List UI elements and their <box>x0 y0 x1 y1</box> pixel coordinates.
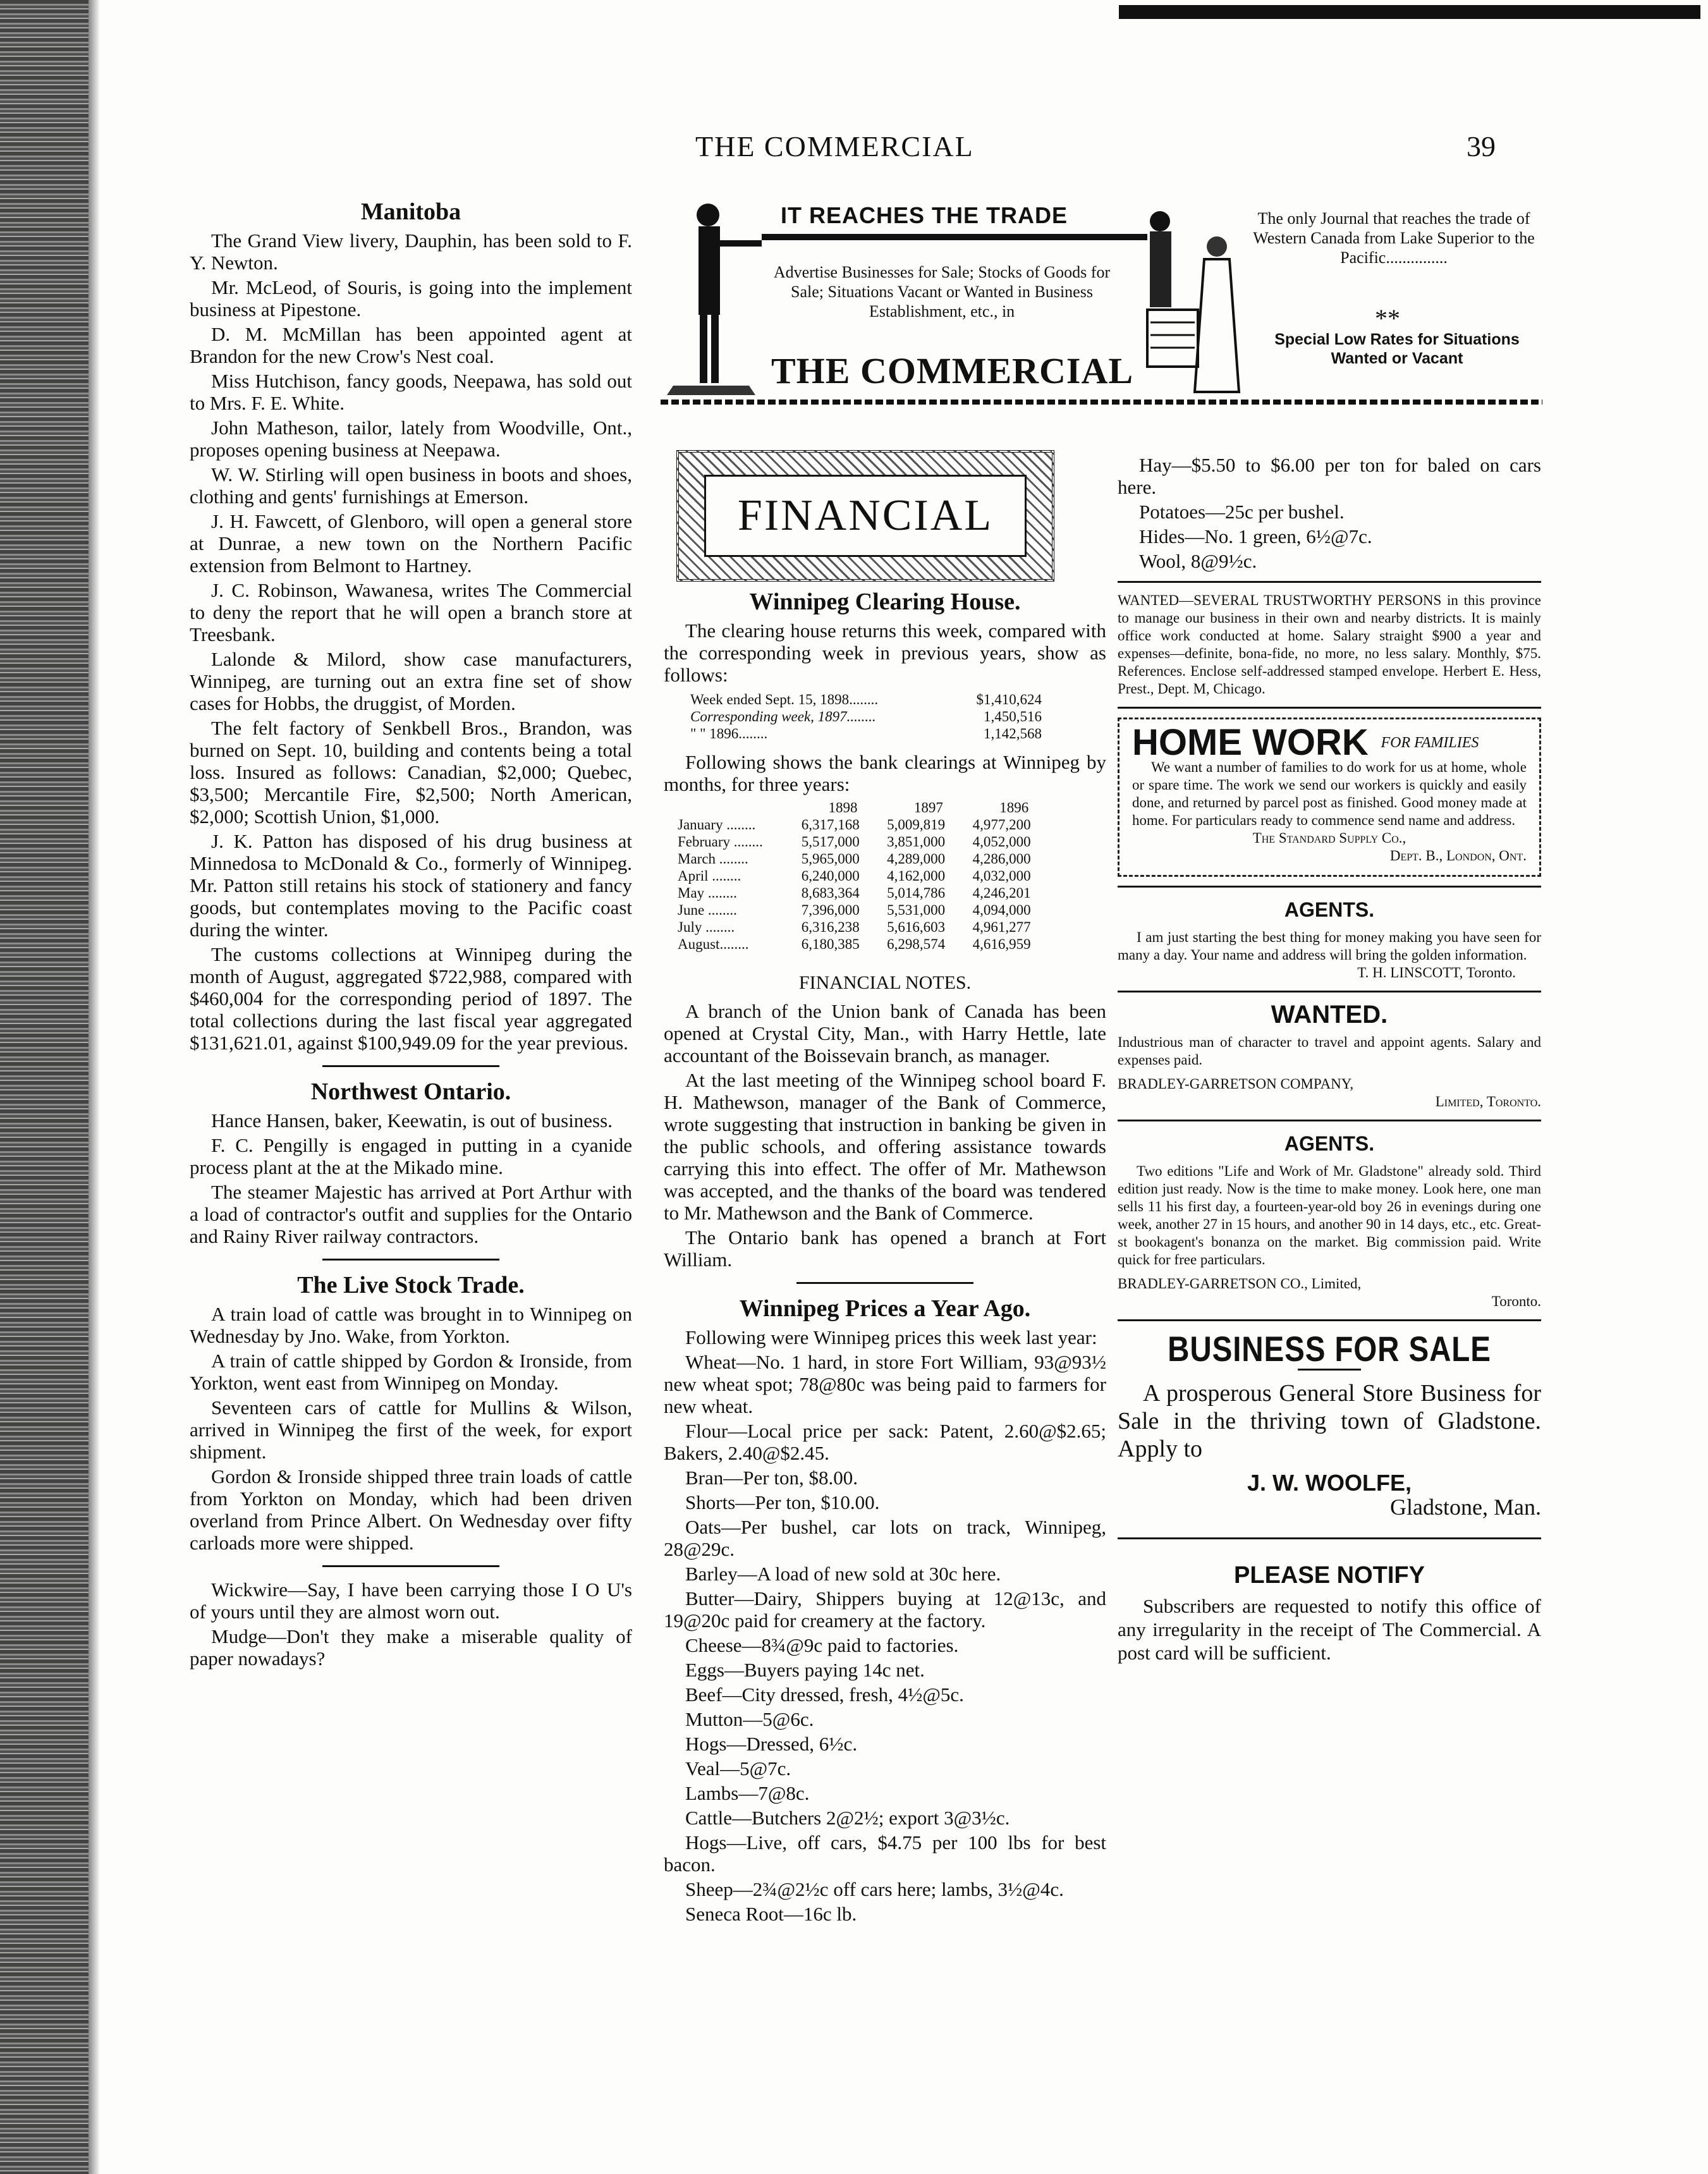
top-rule <box>1119 5 1700 19</box>
table-cell: 5,616,603 <box>887 919 946 935</box>
banner-headline: IT REACHES THE TRADE <box>781 202 1068 228</box>
wanted-heading: WANTED. <box>1271 1001 1388 1029</box>
bank-clearings-intro: Following shows the bank clearings at Winnipeg by months, for three years: <box>664 751 1106 795</box>
news-item: Gordon & Ironside shipped three train loads of cattle from Yorkton on Monday, which had been driven overland from Prince Albert. On Wednesday over fifty carloads more were shipped. <box>190 1465 632 1554</box>
section-livestock-heading: The Live Stock Trade. <box>297 1272 525 1298</box>
business-for-sale-place: Gladstone, Man. <box>1390 1494 1541 1520</box>
table-row <box>689 708 1043 725</box>
business-for-sale-heading: BUSINESS FOR SALE <box>1168 1329 1491 1369</box>
divider <box>1118 1120 1541 1121</box>
news-item: The steamer Majestic has arrived at Port Arthur with a load of contractor's outfit and supplies for the Ontario and Rainy River railway contractors. <box>190 1181 632 1247</box>
table-row <box>676 833 1057 850</box>
price-item: Beef—City dressed, fresh, 4½@5c. <box>685 1683 964 1706</box>
price-item: Seneca Root—16c lb. <box>685 1903 857 1925</box>
table-cell: 4,094,000 <box>972 902 1031 918</box>
home-work-ad <box>1118 718 1541 877</box>
agents2-sign: BRADLEY-GARRETSON CO., Limited, <box>1118 1276 1362 1292</box>
home-work-subtitle: FOR FAMILIES <box>1381 734 1479 751</box>
banner-text: Advertise Businesses for Sale; Stocks of Goods for Sale; Situations Vacant or Wanted in Business Establishment, etc., in <box>773 263 1111 321</box>
wanted-sign-city: Limited, Toronto. <box>1435 1094 1541 1110</box>
banner-bar <box>762 234 1147 240</box>
wanted-persons-ad: WANTED—SEVERAL TRUSTWORTHY PERSONS in this province to manage our business in their own and nearby districts. It is mainly office work conducted at home. Salary straight $900 a year and expenses—definite, bona-fide, no more, no less salary. Monthly, $75. References. Enclose self-addressed stamped envelope. Herbert E. Hess, Prest., Dept. M, Chicago. <box>1118 592 1541 697</box>
table-cell: 4,032,000 <box>972 868 1031 884</box>
home-work-dept: Dept. B., London, Ont. <box>1389 848 1527 864</box>
news-item: The Ontario bank has opened a branch at Fort William. <box>664 1226 1106 1271</box>
prices-intro: Following were Winnipeg prices this week last year: <box>685 1326 1097 1348</box>
news-item: A train of cattle shipped by Gordon & Ironside, from Yorkton, went east from Winnipeg on Monday. <box>190 1350 632 1394</box>
prices-year-ago-heading: Winnipeg Prices a Year Ago. <box>739 1295 1031 1322</box>
column-right <box>1118 454 1541 1664</box>
news-item: J. K. Patton has disposed of his drug business at Minnedosa to McDonald & Co., formerly of Winnipeg. Mr. Patton still retains his stock of stationery and fancy goods, but contemplates moving to the Pacific coast during the winter. <box>190 830 632 941</box>
divider <box>1118 707 1541 709</box>
column-header: 1896 <box>999 800 1029 815</box>
table-cell: " " 1896........ <box>690 726 768 742</box>
news-item: The Grand View livery, Dauphin, has been sold to F. Y. Newton. <box>190 229 632 274</box>
table-cell: 4,961,277 <box>972 919 1031 935</box>
agents2-text: Two editions "Life and Work of Mr. Gladstone" already sold. Third edition just ready. Now is the time to make money. Look here, one man sells 11 his first day, a fourteen-year-old boy 26 in evenings during one week, another 27 in 15 hours, and another 90 in 14 days, etc., etc. Great-st bookagent's bonanza on the market. Big commission paid. Write quick for free particulars. <box>1118 1163 1541 1268</box>
clearing-house-heading: Winnipeg Clearing House. <box>749 589 1021 615</box>
price-item: Hay—$5.50 to $6.00 per ton for baled on cars here. <box>1118 454 1541 498</box>
wanted-sign: BRADLEY-GARRETSON COMPANY, <box>1118 1076 1354 1092</box>
page-number: 39 <box>1467 130 1496 162</box>
joke-line: Mudge—Don't they make a miserable quality of paper nowadays? <box>190 1625 632 1670</box>
table-cell: 5,517,000 <box>801 834 860 850</box>
news-item: At the last meeting of the Winnipeg school board F. H. Mathewson, manager of the Bank of Commerce, wrote suggesting that instruction in banking be given in the public schools, and offering assistance towards carrying this into effect. The offer of Mr. Mathewson was accepted, and the thanks of the board was tendered to Mr. Mathewson and the Bank of Commerce. <box>664 1069 1106 1224</box>
news-item: A train load of cattle was brought in to Winnipeg on Wednesday by Jno. Wake, from Yorkton. <box>190 1303 632 1347</box>
column-header: 1897 <box>913 800 943 815</box>
divider <box>1118 886 1541 888</box>
table-cell: February ........ <box>678 834 763 850</box>
banner-right-text: The only Journal that reaches the trade of Western Canada from Lake Superior to the Pacific............... <box>1253 209 1535 267</box>
table-cell: March ........ <box>678 851 748 867</box>
news-item: J. C. Robinson, Wawanesa, writes The Commercial to deny the report that he will open a branch store at Treesbank. <box>190 579 632 645</box>
price-item: Cattle—Butchers 2@2½; export 3@3½c. <box>685 1807 1010 1829</box>
agents-heading: AGENTS. <box>1284 898 1375 922</box>
agents2-heading: AGENTS. <box>1284 1132 1375 1156</box>
price-item: Oats—Per bushel, car lots on track, Winnipeg, 28@29c. <box>664 1516 1106 1560</box>
joke-line: Wickwire—Say, I have been carrying those I O U's of yours until they are almost worn out. <box>190 1579 632 1623</box>
news-item: Hance Hansen, baker, Keewatin, is out of business. <box>211 1109 613 1132</box>
table-cell: 6,180,385 <box>801 936 860 952</box>
clearing-house-intro: The clearing house returns this week, compared with the corresponding week in previous years, show as follows: <box>664 620 1106 686</box>
table-cell: Corresponding week, 1897........ <box>690 709 876 724</box>
banner-special: Special Low Rates for Situations Wanted or Vacant <box>1274 331 1520 367</box>
divider <box>1118 1537 1541 1539</box>
column-middle <box>664 591 1106 1927</box>
financial-notes-heading: FINANCIAL NOTES. <box>798 972 972 993</box>
table-cell: 6,316,238 <box>801 919 860 935</box>
banner-divider <box>661 400 1542 405</box>
price-item: Cheese—8¾@9c paid to factories. <box>685 1634 959 1656</box>
home-work-title: HOME WORK <box>1132 722 1369 764</box>
section-rule <box>322 1565 499 1567</box>
table-cell: 4,286,000 <box>972 851 1031 867</box>
table-row <box>689 725 1043 742</box>
price-item: Eggs—Buyers paying 14c net. <box>685 1659 925 1681</box>
section-nwo-heading: Northwest Ontario. <box>310 1078 511 1105</box>
commercial-banner-ad <box>661 190 1542 411</box>
scan-edge-shadow <box>88 0 100 2174</box>
table-cell: May ........ <box>678 885 737 901</box>
section-manitoba-heading: Manitoba <box>360 198 461 225</box>
price-item: Hogs—Dressed, 6½c. <box>685 1733 858 1755</box>
banner-stars: ** <box>1375 304 1400 333</box>
please-notify-heading: PLEASE NOTIFY <box>1234 1562 1425 1589</box>
home-work-text: We want a number of families to do work for us at home, whole or spare time. The work we send our workers is quickly and easily done, and returned by parcel post as finished. Good money made at home. For particulars ready to commence send name and address. <box>1132 759 1527 829</box>
price-item: Wool, 8@9½c. <box>1139 550 1257 572</box>
news-item: A branch of the Union bank of Canada has been opened at Crystal City, Man., with Harry Hettle, late accountant of the Boissevain branch, as manager. <box>664 1000 1106 1066</box>
price-item: Hides—No. 1 green, 6½@7c. <box>1139 525 1372 547</box>
divider <box>1118 991 1541 992</box>
short-rule <box>1298 1369 1362 1371</box>
table-cell: 4,162,000 <box>887 868 946 884</box>
divider <box>1118 581 1541 583</box>
news-item: F. C. Pengilly is engaged in putting in a cyanide process plant at the at the Mikado mine. <box>190 1134 632 1178</box>
price-item: Mutton—5@6c. <box>685 1708 814 1730</box>
reader-illustration-icon <box>1135 202 1242 405</box>
table-cell: 3,851,000 <box>887 834 946 850</box>
financial-header: FINANCIAL <box>704 475 1027 557</box>
price-item: Sheep—2¾@2½c off cars here; lambs, 3½@4c. <box>685 1878 1064 1900</box>
price-item: Veal—5@7c. <box>685 1757 791 1780</box>
price-item: Butter—Dairy, Shippers buying at 12@13c, and 19@20c paid for creamery at the factory. <box>664 1587 1106 1632</box>
news-item: The felt factory of Senkbell Bros., Brandon, was burned on Sept. 10, building and contents being a total loss. Insured as follows: Canadian, $2,000; Quebec, $3,500; Mercantile Fire, $2,500; North American, $2,000; Scottish Union, $1,000. <box>190 717 632 827</box>
price-item: Lambs—7@8c. <box>685 1782 810 1804</box>
price-item: Wheat—No. 1 hard, in store Fort William, 93@93½ new wheat spot; 78@80c was being paid to farmers for new wheat. <box>664 1351 1106 1417</box>
table-cell: 7,396,000 <box>801 902 860 918</box>
section-rule <box>796 1282 973 1284</box>
table-cell: August........ <box>678 936 749 952</box>
news-item: J. H. Fawcett, of Glenboro, will open a general store at Dunrae, a new town on the Northern Pacific extension from Belmont to Hartney. <box>190 510 632 577</box>
table-row <box>676 919 1057 936</box>
news-item: John Matheson, tailor, lately from Woodville, Ont., proposes opening business at Neepawa. <box>190 417 632 461</box>
wanted-text: Industrious man of character to travel and appoint agents. Salary and expenses paid. <box>1118 1034 1541 1068</box>
table-cell: 5,009,819 <box>887 817 946 833</box>
running-title: THE COMMERCIAL <box>695 130 974 162</box>
please-notify-text: Subscribers are requested to notify this office of any irregularity in the receipt of The Commercial. A post card will be sufficient. <box>1118 1595 1541 1664</box>
news-item: Seventeen cars of cattle for Mullins & Wilson, arrived in Winnipeg the first of the week, for export shipment. <box>190 1396 632 1463</box>
table-cell: June ........ <box>678 902 737 918</box>
clearing-house-table <box>689 691 1043 742</box>
agents-sign: T. H. LINSCOTT, Toronto. <box>1357 965 1516 981</box>
table-cell: 4,246,201 <box>972 885 1031 901</box>
table-cell: $1,410,624 <box>976 692 1042 707</box>
bank-clearings-table <box>676 799 1057 953</box>
section-rule <box>322 1259 499 1261</box>
business-for-sale-text: A prosperous General Store Business for Sale in the thriving town of Gladstone. Apply to <box>1118 1380 1541 1463</box>
news-item: D. M. McMillan has been appointed agent at Brandon for the new Crow's Nest coal. <box>190 323 632 367</box>
table-header-row <box>676 799 1057 816</box>
table-cell: 4,289,000 <box>887 851 946 867</box>
agents-text: I am just starting the best thing for money making you have seen for many a day. Your name and address will bring the golden information. <box>1118 929 1541 963</box>
table-row <box>676 936 1057 953</box>
price-item: Bran—Per ton, $8.00. <box>685 1467 858 1489</box>
table-cell: 1,142,568 <box>984 726 1042 742</box>
table-cell: July ........ <box>678 919 735 935</box>
section-rule <box>322 1065 499 1067</box>
table-row <box>689 691 1043 708</box>
table-cell: 5,531,000 <box>887 902 946 918</box>
price-item: Barley—A load of new sold at 30c here. <box>685 1563 1001 1585</box>
table-cell: 5,965,000 <box>801 851 860 867</box>
table-cell: 5,014,786 <box>887 885 946 901</box>
table-cell: April ........ <box>678 868 741 884</box>
news-item: Miss Hutchison, fancy goods, Neepawa, has sold out to Mrs. F. E. White. <box>190 370 632 414</box>
scan-edge <box>0 0 88 2174</box>
table-row <box>676 850 1057 867</box>
news-item: W. W. Stirling will open business in boots and shoes, clothing and gents' furnishings at Emerson. <box>190 463 632 508</box>
divider <box>1118 1319 1541 1321</box>
man-illustration-icon <box>661 196 762 398</box>
news-item: Mr. McLeod, of Souris, is going into the implement business at Pipestone. <box>190 276 632 321</box>
column-header: 1898 <box>828 800 858 815</box>
business-for-sale-name: J. W. WOOLFE, <box>1247 1470 1412 1496</box>
agents2-sign-city: Toronto. <box>1491 1293 1541 1310</box>
table-row <box>676 901 1057 919</box>
banner-name: THE COMMERCIAL <box>771 350 1134 391</box>
table-cell: 4,052,000 <box>972 834 1031 850</box>
home-work-sign: The Standard Supply Co., <box>1252 830 1406 846</box>
table-row <box>676 867 1057 884</box>
table-cell: 6,298,574 <box>887 936 946 952</box>
table-cell: 8,683,364 <box>801 885 860 901</box>
table-cell: 4,977,200 <box>972 817 1031 833</box>
price-item: Shorts—Per ton, $10.00. <box>685 1491 880 1513</box>
table-cell: 6,317,168 <box>801 817 860 833</box>
price-item: Hogs—Live, off cars, $4.75 per 100 lbs for best bacon. <box>664 1831 1106 1876</box>
news-item: Lalonde & Milord, show case manufacturers, Winnipeg, are turning out an extra fine set of show cases for Hobbs, the druggist, of Morden. <box>190 648 632 714</box>
table-cell: 4,616,959 <box>972 936 1031 952</box>
table-cell: 1,450,516 <box>984 709 1042 724</box>
financial-header-box <box>676 450 1054 582</box>
column-left <box>190 198 632 1672</box>
table-cell: Week ended Sept. 15, 1898........ <box>690 692 879 707</box>
news-item: The customs collections at Winnipeg during the month of August, aggregated $722,988, compared with $460,004 for the corresponding period of 1897. The total collections during the last fiscal year aggregated $131,621.01, against $100,949.09 for the year previous. <box>190 943 632 1054</box>
price-item: Flour—Local price per sack: Patent, 2.60@$2.65; Bakers, 2.40@$2.45. <box>664 1420 1106 1464</box>
price-item: Potatoes—25c per bushel. <box>1139 501 1345 523</box>
table-row <box>676 884 1057 901</box>
table-cell: 6,240,000 <box>801 868 860 884</box>
table-row <box>676 816 1057 833</box>
table-cell: January ........ <box>678 817 756 833</box>
